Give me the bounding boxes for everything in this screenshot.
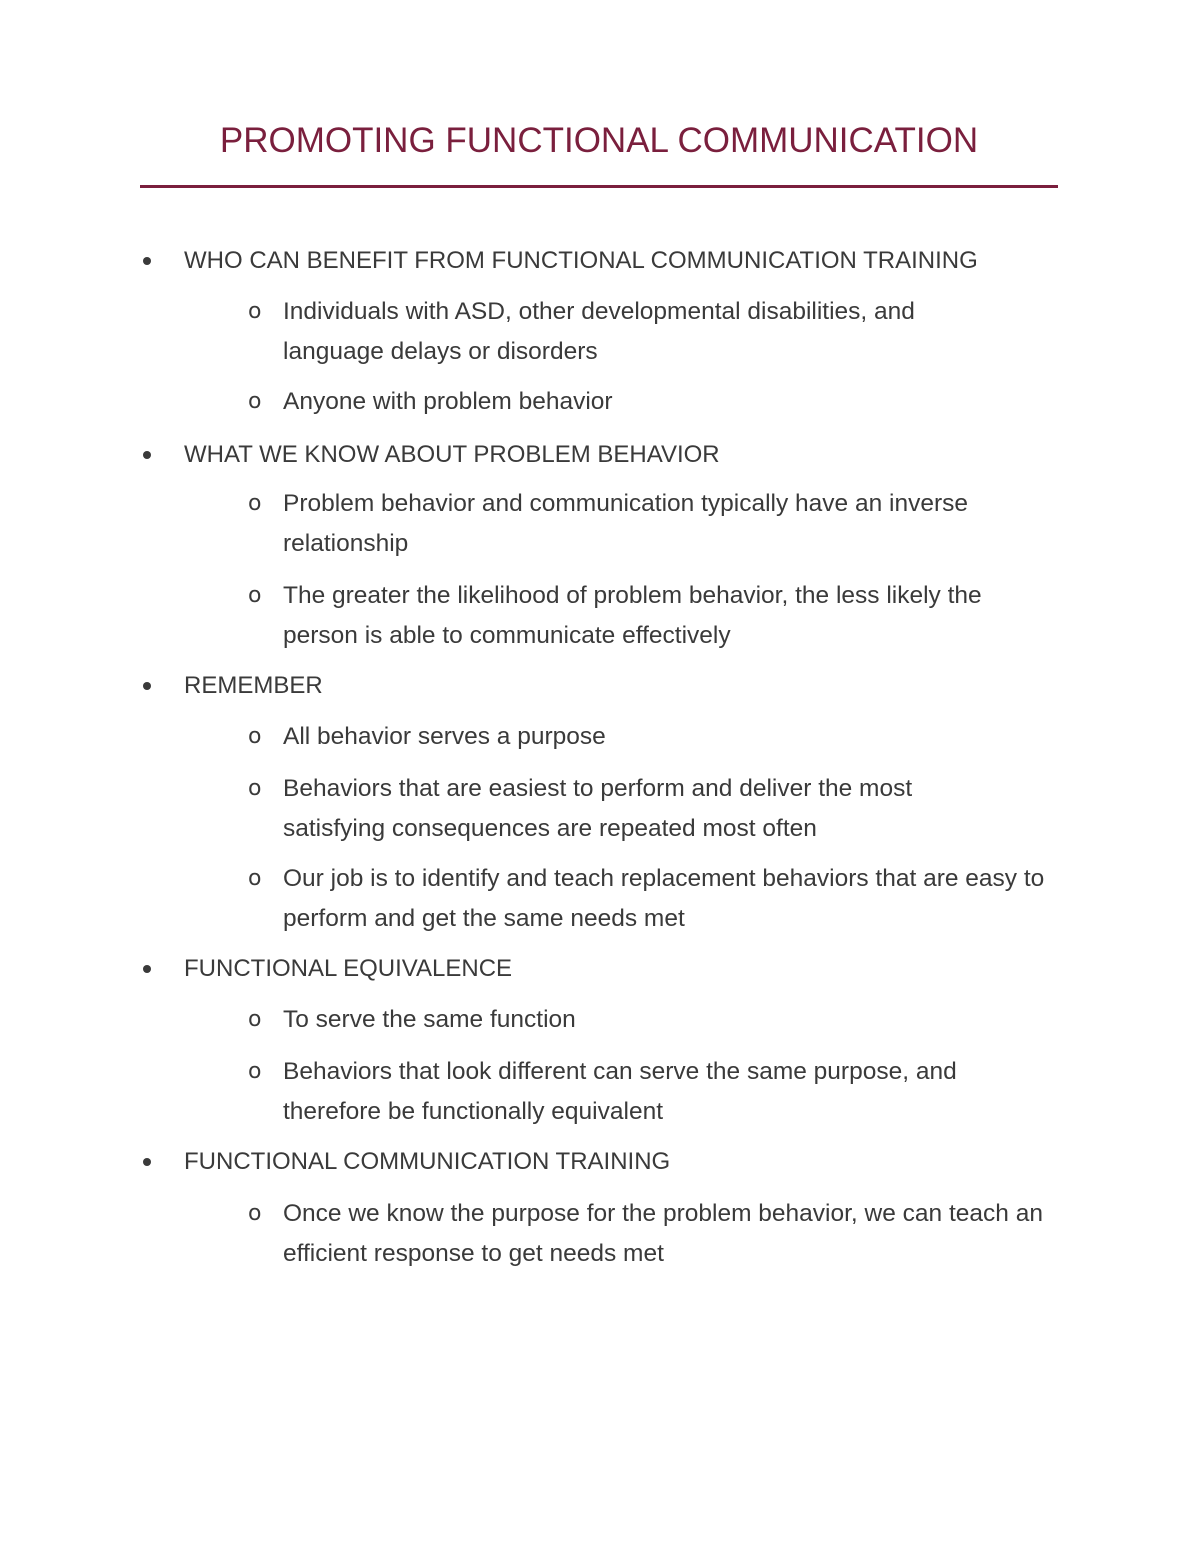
sub-bullet-icon: o — [248, 389, 262, 414]
title-divider — [140, 185, 1058, 188]
section-heading-text: FUNCTIONAL EQUIVALENCE — [184, 955, 513, 982]
sub-bullet-icon: o — [248, 1007, 262, 1032]
list-item-text: To serve the same function — [283, 1006, 576, 1033]
sub-bullet-icon: o — [248, 1201, 262, 1226]
page-title: PROMOTING FUNCTIONAL COMMUNICATION — [219, 121, 979, 160]
list-item-text: The greater the likelihood of problem behavior, the less likely the person is able to communicate effectively — [283, 582, 982, 649]
section-heading-text: WHO CAN BENEFIT FROM FUNCTIONAL COMMUNICATION TRAINING — [184, 247, 978, 274]
bullet-dot-icon — [143, 451, 151, 459]
sub-bullet-icon: o — [248, 1059, 262, 1084]
bullet-dot-icon — [143, 1158, 151, 1166]
sub-bullet-icon: o — [248, 776, 262, 801]
sub-bullet-icon: o — [248, 724, 262, 749]
section-heading-text: WHAT WE KNOW ABOUT PROBLEM BEHAVIOR — [184, 441, 720, 468]
list-item-text: Problem behavior and communication typically have an inverse relationship — [283, 490, 968, 557]
list-item-text: Once we know the purpose for the problem behavior, we can teach an efficient response to get needs met — [283, 1200, 1043, 1267]
sub-bullet-icon: o — [248, 866, 262, 891]
sub-bullet-icon: o — [248, 583, 262, 608]
list-item-text: Anyone with problem behavior — [283, 388, 613, 415]
list-item-text: All behavior serves a purpose — [283, 723, 606, 750]
list-item-text: Behaviors that are easiest to perform and deliver the most satisfying consequences are repeated most often — [283, 775, 913, 842]
list-item-text: Our job is to identify and teach replacement behaviors that are easy to perform and get the same needs met — [283, 865, 1045, 932]
section-heading-text: FUNCTIONAL COMMUNICATION TRAINING — [184, 1148, 671, 1175]
bullet-dot-icon — [143, 682, 151, 690]
sub-bullet-icon: o — [248, 299, 262, 324]
bullet-dot-icon — [143, 257, 151, 265]
list-item-text: Behaviors that look different can serve the same purpose, and therefore be functionally equivalent — [283, 1058, 957, 1125]
list-item-text: Individuals with ASD, other developmental disabilities, and language delays or disorders — [283, 298, 915, 365]
section-heading-text: REMEMBER — [184, 672, 323, 699]
sub-bullet-icon: o — [248, 491, 262, 516]
bullet-dot-icon — [143, 965, 151, 973]
